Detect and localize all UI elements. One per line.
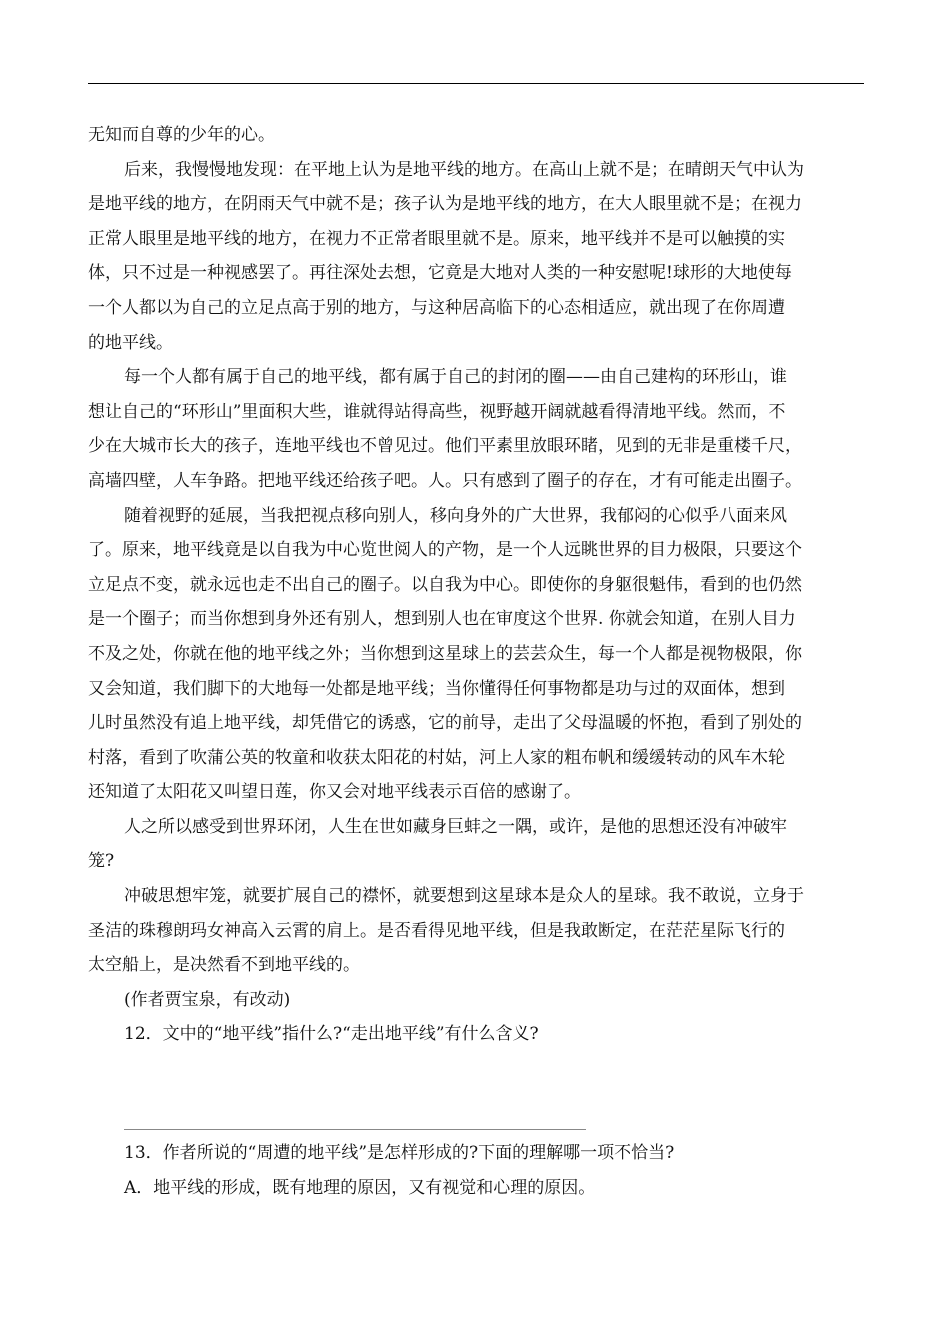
passage-line: 冲破思想牢笼，就要扩展自己的襟怀，就要想到这星球本是众人的星球。我不敢说，立身于 (124, 886, 804, 907)
passage-line: 是地平线的地方，在阴雨天气中就不是；孩子认为是地平线的地方，在大人眼里就不是；在视力 (88, 194, 802, 215)
passage-line: 想让自己的“环形山”里面积大些，谁就得站得高些，视野越开阔就越看得清地平线。然而，不 (88, 401, 786, 422)
passage-line: 是一个圈子；而当你想到身外还有别人，想到别人也在审度这个世界. 你就会知道，在别人目力 (88, 609, 796, 630)
passage-line: 正常人眼里是地平线的地方，在视力不正常者眼里就不是。原来，地平线并不是可以触摸的实 (88, 228, 785, 249)
question-12: 12．文中的“地平线”指什么?“走出地平线”有什么含义? (124, 1024, 539, 1045)
passage-line: 了。原来，地平线竟是以自我为中心览世阅人的产物，是一个人远眺世界的目力极限，只要这个 (88, 540, 802, 561)
passage-line: 的地平线。 (88, 332, 173, 353)
passage-line: 少在大城市长大的孩子，连地平线也不曾见过。他们平素里放眼环睹，见到的无非是重楼千尺， (88, 436, 802, 457)
q12-answer-line (124, 1129, 586, 1130)
passage-line: 一个人都以为自己的立足点高于别的地方，与这种居高临下的心态相适应，就出现了在你周遭 (88, 297, 785, 318)
passage-line: 每一个人都有属于自己的地平线，都有属于自己的封闭的圈——由自己建构的环形山，谁 (124, 367, 787, 388)
passage-line: 随着视野的延展，当我把视点移向别人，移向身外的广大世界，我郁闷的心似乎八面来风 (124, 505, 787, 526)
passage-line: 儿时虽然没有追上地平线，却凭借它的诱惑，它的前导，走出了父母温暖的怀抱，看到了别处的 (88, 713, 802, 734)
question-13-option-a: A．地平线的形成，既有地理的原因，又有视觉和心理的原因。 (124, 1177, 596, 1198)
passage-line: 高墙四壁，人车争路。把地平线还给孩子吧。人。只有感到了圈子的存在，才有可能走出圈子。 (88, 470, 802, 491)
passage-line: 无知而自尊的少年的心。 (88, 125, 275, 145)
passage-line: 村落，看到了吹蒲公英的牧童和收获太阳花的村姑，河上人家的粗布帆和缓缓转动的风车木轮 (88, 747, 785, 768)
question-13-block (88, 1136, 863, 1205)
passage-line: 立足点不变，就永远也走不出自己的圈子。以自我为中心。即使你的身躯很魁伟，看到的也仍然 (88, 574, 802, 595)
passage-line: 圣洁的珠穆朗玛女神高入云霄的肩上。是否看得见地平线，但是我敢断定，在茫茫星际飞行的 (88, 920, 785, 941)
passage-line: 还知道了太阳花又叫望日莲，你又会对地平线表示百倍的感谢了。 (88, 782, 581, 803)
passage-line: 笼? (88, 851, 115, 872)
header-rule (88, 83, 864, 84)
passage-line: 太空船上，是决然看不到地平线的。 (88, 955, 360, 976)
passage-line: 体，只不过是一种视感罢了。再往深处去想，它竟是大地对人类的一种安慰呢!球形的大地使每 (88, 263, 792, 284)
passage-line: (作者贾宝泉，有改动) (124, 989, 291, 1010)
passage-line: 又会知道，我们脚下的大地每一处都是地平线；当你懂得任何事物都是功与过的双面体，想到 (88, 678, 785, 699)
passage-line: 不及之处，你就在他的地平线之外；当你想到这星球上的芸芸众生，每一个人都是视物极限，你 (88, 643, 802, 664)
passage-text (88, 118, 863, 1052)
passage-line: 后来，我慢慢地发现：在平地上认为是地平线的地方。在高山上就不是；在晴朗天气中认为 (124, 159, 804, 180)
passage-line: 人之所以感受到世界环闭，人生在世如藏身巨蚌之一隅，或许，是他的思想还没有冲破牢 (124, 816, 787, 837)
question-13: 13．作者所说的“周遭的地平线”是怎样形成的?下面的理解哪一项不恰当? (124, 1143, 675, 1163)
